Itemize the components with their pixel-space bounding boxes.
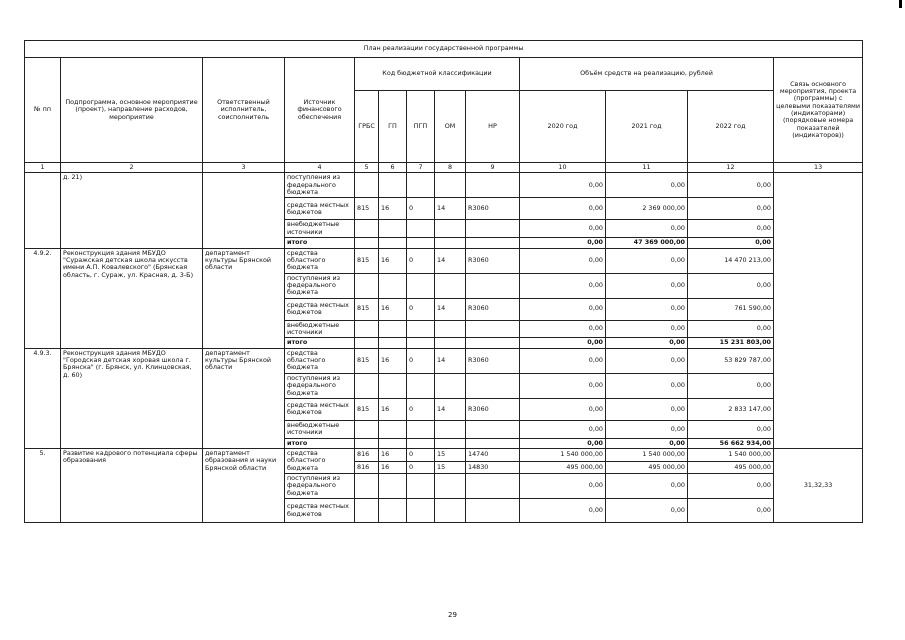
amount-2021: 0,00 xyxy=(606,474,688,499)
amount-2020: 0,00 xyxy=(520,220,606,238)
code-gp xyxy=(379,420,407,438)
header-source: Источник финансового обеспечения xyxy=(285,58,355,163)
code-grbs xyxy=(355,238,379,248)
responsible-executor: департамент образования и науки Брянской области xyxy=(203,448,285,522)
code-pgp xyxy=(407,273,435,298)
code-om: 15 xyxy=(435,448,466,461)
code-om xyxy=(435,420,466,438)
amount-2021: 0,00 xyxy=(606,348,688,373)
funding-source: внебюджетные источники xyxy=(285,420,355,438)
code-np xyxy=(466,238,520,248)
row-number xyxy=(25,173,61,248)
header-volume: Объём средств на реализацию, рублей xyxy=(520,58,774,91)
code-grbs xyxy=(355,273,379,298)
amount-2022: 15 231 803,00 xyxy=(688,338,774,348)
header-gp: ГП xyxy=(379,91,407,163)
column-number: 6 xyxy=(379,163,407,173)
column-number: 1 xyxy=(25,163,61,173)
amount-2022: 56 662 934,00 xyxy=(688,438,774,448)
amount-2022: 14 470 213,00 xyxy=(688,248,774,273)
funding-source: внебюджетные источники xyxy=(285,320,355,338)
funding-source: поступления из федерального бюджета xyxy=(285,474,355,499)
code-pgp xyxy=(407,173,435,198)
header-responsible: Ответственный исполнитель, соисполнитель xyxy=(203,58,285,163)
column-number: 10 xyxy=(520,163,606,173)
code-pgp xyxy=(407,320,435,338)
amount-2020: 1 540 000,00 xyxy=(520,448,606,461)
table-row xyxy=(25,248,863,273)
column-number: 7 xyxy=(407,163,435,173)
column-number: 2 xyxy=(61,163,203,173)
amount-2022: 53 829 787,00 xyxy=(688,348,774,373)
code-np xyxy=(466,373,520,398)
code-np: 14830 xyxy=(466,461,520,474)
table-row xyxy=(25,348,863,373)
header-np: НР xyxy=(466,91,520,163)
amount-2021: 47 369 000,00 xyxy=(606,238,688,248)
code-np xyxy=(466,338,520,348)
code-grbs: 815 xyxy=(355,198,379,220)
amount-2022: 0,00 xyxy=(688,220,774,238)
amount-2022: 0,00 xyxy=(688,173,774,198)
responsible-executor: департамент культуры Брянской области xyxy=(203,248,285,348)
code-gp xyxy=(379,173,407,198)
code-empty xyxy=(379,499,407,523)
amount-2020: 0,00 xyxy=(520,273,606,298)
code-np: R3060 xyxy=(466,298,520,320)
header-budget-code: Код бюджетной классификации xyxy=(355,58,520,91)
responsible-executor xyxy=(203,173,285,248)
code-om xyxy=(435,373,466,398)
code-gp xyxy=(379,220,407,238)
funding-source: средства местных бюджетов xyxy=(285,198,355,220)
code-gp: 16 xyxy=(379,398,407,420)
amount-2022: 1 540 000,00 xyxy=(688,448,774,461)
amount-2020: 0,00 xyxy=(520,173,606,198)
code-np xyxy=(466,273,520,298)
header-2020: 2020 год xyxy=(520,91,606,163)
column-number: 12 xyxy=(688,163,774,173)
column-number: 13 xyxy=(774,163,863,173)
code-grbs xyxy=(355,220,379,238)
amount-2021: 0,00 xyxy=(606,248,688,273)
code-om xyxy=(435,173,466,198)
code-gp xyxy=(379,238,407,248)
code-om: 14 xyxy=(435,348,466,373)
code-np xyxy=(466,438,520,448)
code-om xyxy=(435,438,466,448)
code-grbs: 815 xyxy=(355,298,379,320)
amount-2022: 0,00 xyxy=(688,499,774,523)
code-gp xyxy=(379,373,407,398)
measure-name: Развитие кадрового потенциала сферы образования xyxy=(61,448,203,522)
header-2021: 2021 год xyxy=(606,91,688,163)
code-pgp: 0 xyxy=(407,248,435,273)
code-om xyxy=(435,320,466,338)
code-pgp: 0 xyxy=(407,448,435,461)
funding-source: средства областного бюджета xyxy=(285,348,355,373)
code-pgp xyxy=(407,420,435,438)
row-number: 5. xyxy=(25,448,61,522)
code-gp xyxy=(379,338,407,348)
code-gp: 16 xyxy=(379,248,407,273)
funding-source: поступления из федерального бюджета xyxy=(285,373,355,398)
code-grbs xyxy=(355,373,379,398)
code-np xyxy=(466,173,520,198)
code-gp xyxy=(379,438,407,448)
amount-2022: 0,00 xyxy=(688,273,774,298)
header-program: Подпрограмма, основное мероприятие (проект), направление расходов, мероприятие xyxy=(61,58,203,163)
code-om: 14 xyxy=(435,298,466,320)
row-number: 4.9.2. xyxy=(25,248,61,348)
code-grbs: 815 xyxy=(355,398,379,420)
code-np: R3060 xyxy=(466,198,520,220)
amount-2022: 0,00 xyxy=(688,373,774,398)
code-pgp xyxy=(407,220,435,238)
funding-source: средства областного бюджета xyxy=(285,248,355,273)
funding-source: итого xyxy=(285,438,355,448)
code-pgp: 0 xyxy=(407,348,435,373)
amount-2020: 0,00 xyxy=(520,499,606,523)
amount-2020: 0,00 xyxy=(520,338,606,348)
plan-title: План реализации государственной программы xyxy=(25,41,863,58)
code-pgp: 0 xyxy=(407,398,435,420)
amount-2021: 0,00 xyxy=(606,499,688,523)
code-np xyxy=(466,420,520,438)
code-grbs xyxy=(355,320,379,338)
amount-2021: 2 369 000,00 xyxy=(606,198,688,220)
code-np xyxy=(466,320,520,338)
amount-2022: 0,00 xyxy=(688,198,774,220)
column-number: 11 xyxy=(606,163,688,173)
amount-2022: 761 590,00 xyxy=(688,298,774,320)
code-om: 14 xyxy=(435,398,466,420)
code-gp xyxy=(379,273,407,298)
code-om xyxy=(435,220,466,238)
header-pgp: ПГП xyxy=(407,91,435,163)
funding-source: средства областного бюджета xyxy=(285,448,355,473)
code-om: 14 xyxy=(435,198,466,220)
header-n: № пп xyxy=(25,58,61,163)
funding-source: поступления из федерального бюджета xyxy=(285,173,355,198)
amount-2020: 0,00 xyxy=(520,420,606,438)
code-gp: 16 xyxy=(379,198,407,220)
column-number-row xyxy=(25,163,863,173)
code-np xyxy=(466,220,520,238)
code-om xyxy=(435,238,466,248)
link-cell xyxy=(774,173,863,449)
code-empty xyxy=(435,474,466,499)
amount-2021: 0,00 xyxy=(606,373,688,398)
amount-2022: 0,00 xyxy=(688,320,774,338)
row-number: 4.9.3. xyxy=(25,348,61,448)
code-pgp: 0 xyxy=(407,461,435,474)
column-number: 8 xyxy=(435,163,466,173)
amount-2022: 2 833 147,00 xyxy=(688,398,774,420)
code-gp: 16 xyxy=(379,461,407,474)
amount-2021: 0,00 xyxy=(606,398,688,420)
code-pgp xyxy=(407,238,435,248)
amount-2020: 0,00 xyxy=(520,348,606,373)
program-plan-table xyxy=(24,40,863,523)
funding-source: итого xyxy=(285,238,355,248)
code-gp xyxy=(379,320,407,338)
code-pgp xyxy=(407,438,435,448)
code-pgp xyxy=(407,338,435,348)
funding-source: поступления из федерального бюджета xyxy=(285,273,355,298)
amount-2021: 0,00 xyxy=(606,338,688,348)
code-empty xyxy=(407,474,435,499)
amount-2021: 0,00 xyxy=(606,298,688,320)
code-gp: 16 xyxy=(379,298,407,320)
amount-2020: 0,00 xyxy=(520,298,606,320)
code-om: 15 xyxy=(435,461,466,474)
amount-2021: 0,00 xyxy=(606,438,688,448)
code-grbs xyxy=(355,420,379,438)
code-grbs: 816 xyxy=(355,448,379,461)
amount-2020: 495 000,00 xyxy=(520,461,606,474)
funding-source: средства местных бюджетов xyxy=(285,298,355,320)
funding-source: средства местных бюджетов xyxy=(285,499,355,523)
code-empty xyxy=(355,474,379,499)
amount-2022: 0,00 xyxy=(688,420,774,438)
header-grbs: ГРБС xyxy=(355,91,379,163)
code-om xyxy=(435,273,466,298)
code-np: 14740 xyxy=(466,448,520,461)
column-number: 5 xyxy=(355,163,379,173)
code-grbs xyxy=(355,438,379,448)
measure-name: д. 21) xyxy=(61,173,203,248)
amount-2021: 0,00 xyxy=(606,273,688,298)
header-om: ОМ xyxy=(435,91,466,163)
amount-2022: 495 000,00 xyxy=(688,461,774,474)
amount-2021: 1 540 000,00 xyxy=(606,448,688,461)
funding-source: внебюджетные источники xyxy=(285,220,355,238)
amount-2020: 0,00 xyxy=(520,373,606,398)
code-gp: 16 xyxy=(379,448,407,461)
amount-2021: 0,00 xyxy=(606,320,688,338)
header-2022: 2022 год xyxy=(688,91,774,163)
amount-2020: 0,00 xyxy=(520,248,606,273)
amount-2020: 0,00 xyxy=(520,398,606,420)
amount-2020: 0,00 xyxy=(520,438,606,448)
measure-name: Реконструкция здания МБУДО "Суражская детская школа искусств имени А.П. Ковалевского" (Брянская область, г. Сураж, ул. Красная, д. 3-Б) xyxy=(61,248,203,348)
amount-2021: 0,00 xyxy=(606,173,688,198)
amount-2022: 0,00 xyxy=(688,474,774,499)
code-empty xyxy=(466,474,520,499)
table-row xyxy=(25,173,863,198)
code-np: R3060 xyxy=(466,398,520,420)
code-empty xyxy=(379,474,407,499)
code-grbs xyxy=(355,173,379,198)
funding-source: средства местных бюджетов xyxy=(285,398,355,420)
code-grbs: 815 xyxy=(355,248,379,273)
amount-2020: 0,00 xyxy=(520,320,606,338)
table-row xyxy=(25,448,863,461)
code-grbs: 815 xyxy=(355,348,379,373)
amount-2020: 0,00 xyxy=(520,238,606,248)
amount-2021: 0,00 xyxy=(606,220,688,238)
code-empty xyxy=(435,499,466,523)
header-link: Связь основного мероприятия, проекта (программы) с целевыми показателями (индикаторами) (порядковые номера показателей (индикаторов)) xyxy=(774,58,863,163)
page-number: 29 xyxy=(448,611,457,619)
amount-2022: 0,00 xyxy=(688,238,774,248)
amount-2020: 0,00 xyxy=(520,198,606,220)
column-number: 4 xyxy=(285,163,355,173)
amount-2021: 495 000,00 xyxy=(606,461,688,474)
edge-mark xyxy=(899,0,902,8)
code-pgp xyxy=(407,373,435,398)
code-gp: 16 xyxy=(379,348,407,373)
code-np: R3060 xyxy=(466,248,520,273)
column-number: 3 xyxy=(203,163,285,173)
code-om xyxy=(435,338,466,348)
indicator-link: 31,32,33 xyxy=(774,448,863,522)
measure-name: Реконструкция здания МБУДО "Городская детская хоровая школа г. Брянска" (г. Брянск, ул. Клинцовская, д. 60) xyxy=(61,348,203,448)
code-empty xyxy=(355,499,379,523)
amount-2021: 0,00 xyxy=(606,420,688,438)
amount-2020: 0,00 xyxy=(520,474,606,499)
code-empty xyxy=(407,499,435,523)
code-pgp: 0 xyxy=(407,198,435,220)
code-empty xyxy=(466,499,520,523)
column-number: 9 xyxy=(466,163,520,173)
code-om: 14 xyxy=(435,248,466,273)
code-grbs xyxy=(355,338,379,348)
funding-source: итого xyxy=(285,338,355,348)
responsible-executor: департамент культуры Брянской области xyxy=(203,348,285,448)
code-pgp: 0 xyxy=(407,298,435,320)
code-np: R3060 xyxy=(466,348,520,373)
code-grbs: 816 xyxy=(355,461,379,474)
